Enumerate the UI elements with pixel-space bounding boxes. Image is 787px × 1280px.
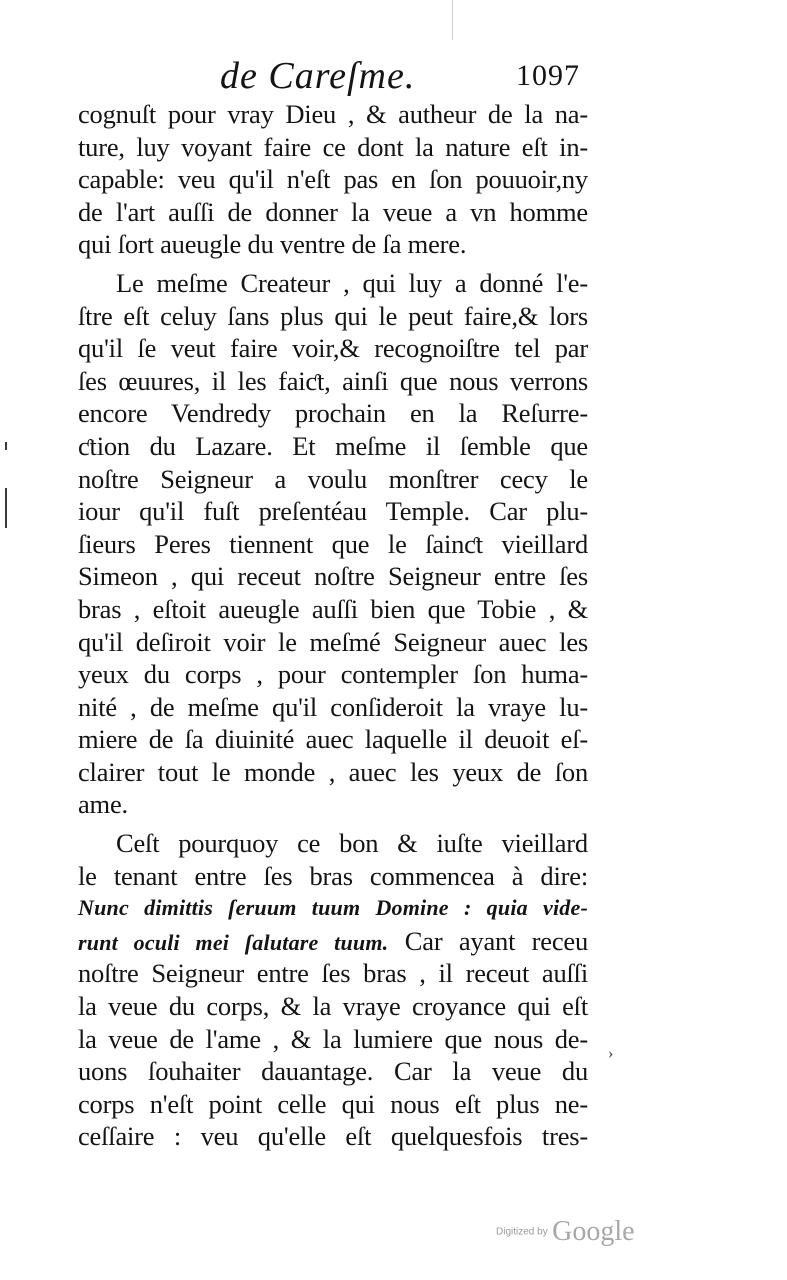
text-line: cognuſt pour vray Dieu , & autheur de la na- — [78, 99, 588, 129]
text-fragment: Car ayant receu — [404, 925, 588, 956]
text-line: qui ſort aueugle du ventre de ſa mere. — [78, 229, 467, 260]
text-line: qu'il deſiroit voir le meſmé Seigneur auec les — [78, 626, 588, 657]
page-header — [220, 54, 580, 98]
latin-quote-line: Nunc dimittis ſeruum tuum Domine : quia vide- — [78, 895, 588, 921]
text-line: nité , de meſme qu'il conſideroit la vraye lu- — [78, 691, 588, 722]
text-line: Ceſt pourquoy ce bon & iuſte vieillard — [116, 828, 588, 859]
watermark-prefix: Digitized by — [496, 1226, 548, 1238]
text-line: miere de ſa diuinité auec laquelle il deuoit eſ- — [78, 724, 588, 755]
text-line: la veue de l'ame , & la lumiere que nous de- — [78, 1023, 588, 1054]
text-line: Le meſme Createur , qui luy a donné l'e- — [116, 267, 588, 298]
google-logo: Google — [552, 1216, 635, 1247]
text-line: uons ſouhaiter dauantage. Car la veue du — [78, 1056, 588, 1087]
text-line: ame. — [78, 789, 128, 820]
text-line: de l'art auſſi de donner la veue a vn homme — [78, 196, 588, 227]
text-line: clairer tout le monde , auec les yeux de ſon — [78, 756, 588, 787]
text-line: le tenant entre ſes bras commencea à dire: — [78, 860, 588, 891]
margin-mark — [5, 488, 7, 528]
text-line: la veue du corps, & la vraye croyance qui eſt — [78, 991, 588, 1022]
text-line: Simeon , qui receut noſtre Seigneur entre ſes — [78, 561, 588, 592]
running-head: de Careſme. — [220, 55, 416, 97]
text-line: qu'il ſe veut faire voir,& recognoiſtre tel par — [78, 333, 588, 364]
text-line: yeux du corps , pour contempler ſon huma- — [78, 659, 588, 690]
text-line: ceſſaire : veu qu'elle eſt quelquesfois tres- — [78, 1121, 588, 1152]
text-line: ſieurs Peres tiennent que le ſainƈt vieillard — [78, 528, 588, 559]
page-number: 1097 — [516, 59, 580, 92]
stray-mark: › — [608, 1045, 614, 1062]
text-line: ture, luy voyant faire ce dont la nature eſt in- — [78, 131, 588, 162]
text-line — [78, 925, 588, 958]
margin-mark — [5, 442, 7, 450]
text-line: encore Vendredy prochain en la Reſurre- — [78, 398, 588, 429]
text-line: bras , eſtoit aueugle auſſi bien que Tobie , & — [78, 593, 588, 624]
scan-edge-rule — [452, 0, 453, 40]
text-line: capable: veu qu'il n'eſt pas en ſon pouuoir,ny — [78, 164, 588, 195]
text-line: noſtre Seigneur entre ſes bras , il receut auſſi — [78, 958, 588, 989]
text-line: ƈtion du Lazare. Et meſme il ſemble que — [78, 430, 588, 461]
body-text — [78, 98, 588, 1153]
text-line: ſes œuures, il les faiƈt, ainſi que nous verrons — [78, 365, 588, 396]
text-line: corps n'eſt point celle qui nous eſt plus ne- — [78, 1088, 588, 1119]
text-line: ſtre eſt celuy ſans plus qui le peut faire,& lors — [78, 300, 588, 331]
text-line: noſtre Seigneur a voulu monſtrer cecy le — [78, 463, 588, 494]
google-watermark — [496, 1216, 635, 1248]
text-line: iour qu'il fuſt preſentéau Temple. Car plu- — [78, 496, 588, 527]
latin-quote-end: runt oculi mei ſalutare tuum. — [78, 929, 389, 955]
